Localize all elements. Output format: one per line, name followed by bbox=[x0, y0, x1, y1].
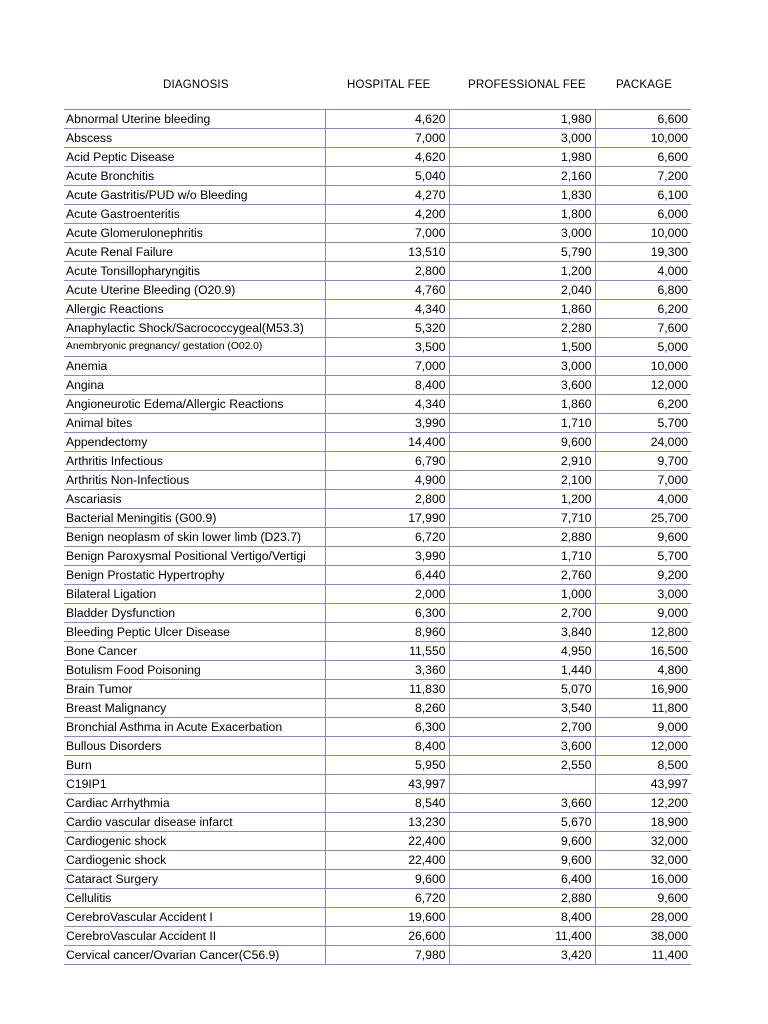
diagnosis-cell: Bleeding Peptic Ulcer Disease bbox=[64, 623, 325, 642]
package-cell: 7,000 bbox=[595, 471, 691, 490]
package-cell: 12,200 bbox=[595, 794, 691, 813]
diagnosis-cell: Acute Tonsillopharyngitis bbox=[64, 262, 325, 281]
table-row bbox=[64, 129, 691, 148]
professional-fee-cell: 11,400 bbox=[449, 927, 595, 946]
package-cell: 7,600 bbox=[595, 319, 691, 338]
professional-fee-cell: 3,660 bbox=[449, 794, 595, 813]
table-row bbox=[64, 319, 691, 338]
hospital-fee-cell: 3,990 bbox=[325, 547, 449, 566]
hospital-fee-cell: 2,800 bbox=[325, 490, 449, 509]
table-row bbox=[64, 870, 691, 889]
table-row bbox=[64, 547, 691, 566]
table-row bbox=[64, 452, 691, 471]
package-cell: 5,700 bbox=[595, 547, 691, 566]
hospital-fee-cell: 4,200 bbox=[325, 205, 449, 224]
hospital-fee-cell: 8,260 bbox=[325, 699, 449, 718]
professional-fee-cell: 3,000 bbox=[449, 129, 595, 148]
package-cell: 9,700 bbox=[595, 452, 691, 471]
professional-fee-cell bbox=[449, 775, 595, 794]
hospital-fee-cell: 8,400 bbox=[325, 376, 449, 395]
diagnosis-cell: Allergic Reactions bbox=[64, 300, 325, 319]
professional-fee-cell: 3,840 bbox=[449, 623, 595, 642]
table-row bbox=[64, 528, 691, 547]
professional-fee-cell: 2,760 bbox=[449, 566, 595, 585]
hospital-fee-cell: 9,600 bbox=[325, 870, 449, 889]
fee-table-body bbox=[64, 110, 691, 965]
professional-fee-cell: 3,000 bbox=[449, 357, 595, 376]
package-cell: 16,900 bbox=[595, 680, 691, 699]
diagnosis-cell: Acute Renal Failure bbox=[64, 243, 325, 262]
package-cell: 16,500 bbox=[595, 642, 691, 661]
table-row bbox=[64, 794, 691, 813]
diagnosis-cell: Abnormal Uterine bleeding bbox=[64, 110, 325, 129]
diagnosis-cell: Benign neoplasm of skin lower limb (D23.7) bbox=[64, 528, 325, 547]
professional-fee-cell: 2,100 bbox=[449, 471, 595, 490]
hospital-fee-cell: 3,360 bbox=[325, 661, 449, 680]
diagnosis-cell: Acute Uterine Bleeding (O20.9) bbox=[64, 281, 325, 300]
package-cell: 5,000 bbox=[595, 338, 691, 357]
diagnosis-cell: Arthritis Infectious bbox=[64, 452, 325, 471]
professional-fee-cell: 2,880 bbox=[449, 889, 595, 908]
package-cell: 43,997 bbox=[595, 775, 691, 794]
package-cell: 6,000 bbox=[595, 205, 691, 224]
hospital-fee-cell: 4,760 bbox=[325, 281, 449, 300]
table-row bbox=[64, 205, 691, 224]
package-cell: 4,000 bbox=[595, 262, 691, 281]
package-cell: 5,700 bbox=[595, 414, 691, 433]
hospital-fee-cell: 7,000 bbox=[325, 357, 449, 376]
hospital-fee-cell: 26,600 bbox=[325, 927, 449, 946]
hospital-fee-cell: 4,620 bbox=[325, 110, 449, 129]
diagnosis-cell: Cardiac Arrhythmia bbox=[64, 794, 325, 813]
table-row bbox=[64, 300, 691, 319]
package-cell: 24,000 bbox=[595, 433, 691, 452]
professional-fee-cell: 3,000 bbox=[449, 224, 595, 243]
professional-fee-cell: 2,700 bbox=[449, 718, 595, 737]
professional-fee-cell: 1,980 bbox=[449, 148, 595, 167]
hospital-fee-cell: 7,000 bbox=[325, 129, 449, 148]
table-row bbox=[64, 680, 691, 699]
table-row bbox=[64, 490, 691, 509]
diagnosis-cell: Abscess bbox=[64, 129, 325, 148]
hospital-fee-cell: 11,550 bbox=[325, 642, 449, 661]
professional-fee-cell: 9,600 bbox=[449, 832, 595, 851]
diagnosis-cell: Angioneurotic Edema/Allergic Reactions bbox=[64, 395, 325, 414]
table-row bbox=[64, 509, 691, 528]
table-row bbox=[64, 718, 691, 737]
diagnosis-cell: Anemia bbox=[64, 357, 325, 376]
package-cell: 19,300 bbox=[595, 243, 691, 262]
diagnosis-cell: CerebroVascular Accident I bbox=[64, 908, 325, 927]
package-cell: 6,200 bbox=[595, 300, 691, 319]
professional-fee-cell: 2,880 bbox=[449, 528, 595, 547]
hospital-fee-cell: 5,320 bbox=[325, 319, 449, 338]
diagnosis-cell: Cardio vascular disease infarct bbox=[64, 813, 325, 832]
diagnosis-cell: Cervical cancer/Ovarian Cancer(C56.9) bbox=[64, 946, 325, 965]
hospital-fee-cell: 22,400 bbox=[325, 832, 449, 851]
package-cell: 10,000 bbox=[595, 224, 691, 243]
diagnosis-cell: Anembryonic pregnancy/ gestation (O02.0) bbox=[64, 338, 325, 357]
header-diagnosis: DIAGNOSIS bbox=[163, 79, 229, 91]
package-cell: 6,100 bbox=[595, 186, 691, 205]
table-row bbox=[64, 737, 691, 756]
table-row bbox=[64, 148, 691, 167]
hospital-fee-cell: 5,040 bbox=[325, 167, 449, 186]
hospital-fee-cell: 4,340 bbox=[325, 395, 449, 414]
package-cell: 28,000 bbox=[595, 908, 691, 927]
table-row bbox=[64, 186, 691, 205]
hospital-fee-cell: 6,720 bbox=[325, 528, 449, 547]
diagnosis-cell: Acute Gastritis/PUD w/o Bleeding bbox=[64, 186, 325, 205]
table-row bbox=[64, 889, 691, 908]
hospital-fee-cell: 6,440 bbox=[325, 566, 449, 585]
package-cell: 16,000 bbox=[595, 870, 691, 889]
diagnosis-cell: Bronchial Asthma in Acute Exacerbation bbox=[64, 718, 325, 737]
professional-fee-cell: 4,950 bbox=[449, 642, 595, 661]
package-cell: 8,500 bbox=[595, 756, 691, 775]
table-row bbox=[64, 433, 691, 452]
table-row bbox=[64, 414, 691, 433]
diagnosis-cell: Cardiogenic shock bbox=[64, 851, 325, 870]
table-row bbox=[64, 661, 691, 680]
professional-fee-cell: 7,710 bbox=[449, 509, 595, 528]
diagnosis-cell: Bullous Disorders bbox=[64, 737, 325, 756]
table-header bbox=[64, 79, 691, 97]
diagnosis-cell: Angina bbox=[64, 376, 325, 395]
professional-fee-cell: 1,200 bbox=[449, 490, 595, 509]
professional-fee-cell: 1,980 bbox=[449, 110, 595, 129]
package-cell: 10,000 bbox=[595, 129, 691, 148]
hospital-fee-cell: 14,400 bbox=[325, 433, 449, 452]
package-cell: 12,000 bbox=[595, 737, 691, 756]
hospital-fee-cell: 22,400 bbox=[325, 851, 449, 870]
diagnosis-cell: Bone Cancer bbox=[64, 642, 325, 661]
table-row bbox=[64, 395, 691, 414]
table-row bbox=[64, 585, 691, 604]
hospital-fee-cell: 4,900 bbox=[325, 471, 449, 490]
package-cell: 9,000 bbox=[595, 718, 691, 737]
diagnosis-cell: Acid Peptic Disease bbox=[64, 148, 325, 167]
diagnosis-cell: Benign Paroxysmal Positional Vertigo/Vertigi bbox=[64, 547, 325, 566]
package-cell: 10,000 bbox=[595, 357, 691, 376]
hospital-fee-cell: 4,620 bbox=[325, 148, 449, 167]
professional-fee-cell: 2,700 bbox=[449, 604, 595, 623]
diagnosis-cell: Cardiogenic shock bbox=[64, 832, 325, 851]
table-row bbox=[64, 110, 691, 129]
table-row bbox=[64, 224, 691, 243]
table-row bbox=[64, 775, 691, 794]
hospital-fee-cell: 43,997 bbox=[325, 775, 449, 794]
hospital-fee-cell: 6,790 bbox=[325, 452, 449, 471]
fee-table bbox=[64, 109, 691, 965]
hospital-fee-cell: 4,270 bbox=[325, 186, 449, 205]
professional-fee-cell: 8,400 bbox=[449, 908, 595, 927]
professional-fee-cell: 1,710 bbox=[449, 414, 595, 433]
professional-fee-cell: 1,710 bbox=[449, 547, 595, 566]
table-row bbox=[64, 243, 691, 262]
table-row bbox=[64, 604, 691, 623]
table-row bbox=[64, 908, 691, 927]
table-row bbox=[64, 756, 691, 775]
package-cell: 6,600 bbox=[595, 148, 691, 167]
package-cell: 6,200 bbox=[595, 395, 691, 414]
hospital-fee-cell: 8,960 bbox=[325, 623, 449, 642]
hospital-fee-cell: 6,720 bbox=[325, 889, 449, 908]
table-row bbox=[64, 927, 691, 946]
professional-fee-cell: 3,600 bbox=[449, 737, 595, 756]
diagnosis-cell: Breast Malignancy bbox=[64, 699, 325, 718]
package-cell: 6,800 bbox=[595, 281, 691, 300]
diagnosis-cell: Animal bites bbox=[64, 414, 325, 433]
diagnosis-cell: Cellulitis bbox=[64, 889, 325, 908]
package-cell: 9,000 bbox=[595, 604, 691, 623]
table-row bbox=[64, 699, 691, 718]
diagnosis-cell: Bladder Dysfunction bbox=[64, 604, 325, 623]
professional-fee-cell: 2,280 bbox=[449, 319, 595, 338]
professional-fee-cell: 1,440 bbox=[449, 661, 595, 680]
diagnosis-cell: CerebroVascular Accident II bbox=[64, 927, 325, 946]
header-package: PACKAGE bbox=[616, 79, 673, 91]
diagnosis-cell: Acute Bronchitis bbox=[64, 167, 325, 186]
header-professional-fee: PROFESSIONAL FEE bbox=[468, 79, 586, 91]
table-row bbox=[64, 566, 691, 585]
diagnosis-cell: Bacterial Meningitis (G00.9) bbox=[64, 509, 325, 528]
table-row bbox=[64, 376, 691, 395]
table-row bbox=[64, 813, 691, 832]
table-row bbox=[64, 262, 691, 281]
hospital-fee-cell: 7,980 bbox=[325, 946, 449, 965]
hospital-fee-cell: 17,990 bbox=[325, 509, 449, 528]
hospital-fee-cell: 7,000 bbox=[325, 224, 449, 243]
package-cell: 11,400 bbox=[595, 946, 691, 965]
table-row bbox=[64, 471, 691, 490]
hospital-fee-cell: 11,830 bbox=[325, 680, 449, 699]
package-cell: 18,900 bbox=[595, 813, 691, 832]
diagnosis-cell: C19IP1 bbox=[64, 775, 325, 794]
package-cell: 32,000 bbox=[595, 851, 691, 870]
package-cell: 12,800 bbox=[595, 623, 691, 642]
table-row bbox=[64, 946, 691, 965]
professional-fee-cell: 9,600 bbox=[449, 851, 595, 870]
diagnosis-cell: Botulism Food Poisoning bbox=[64, 661, 325, 680]
table-row bbox=[64, 851, 691, 870]
table-row bbox=[64, 642, 691, 661]
hospital-fee-cell: 5,950 bbox=[325, 756, 449, 775]
hospital-fee-cell: 13,230 bbox=[325, 813, 449, 832]
diagnosis-cell: Benign Prostatic Hypertrophy bbox=[64, 566, 325, 585]
diagnosis-cell: Brain Tumor bbox=[64, 680, 325, 699]
diagnosis-cell: Ascariasis bbox=[64, 490, 325, 509]
package-cell: 9,200 bbox=[595, 566, 691, 585]
diagnosis-cell: Bilateral Ligation bbox=[64, 585, 325, 604]
hospital-fee-cell: 6,300 bbox=[325, 604, 449, 623]
professional-fee-cell: 2,160 bbox=[449, 167, 595, 186]
diagnosis-cell: Acute Gastroenteritis bbox=[64, 205, 325, 224]
diagnosis-cell: Burn bbox=[64, 756, 325, 775]
professional-fee-cell: 2,550 bbox=[449, 756, 595, 775]
table-row bbox=[64, 281, 691, 300]
diagnosis-cell: Anaphylactic Shock/Sacrococcygeal(M53.3) bbox=[64, 319, 325, 338]
professional-fee-cell: 1,500 bbox=[449, 338, 595, 357]
professional-fee-cell: 2,040 bbox=[449, 281, 595, 300]
hospital-fee-cell: 3,990 bbox=[325, 414, 449, 433]
hospital-fee-cell: 2,800 bbox=[325, 262, 449, 281]
diagnosis-cell: Arthritis Non-Infectious bbox=[64, 471, 325, 490]
professional-fee-cell: 3,540 bbox=[449, 699, 595, 718]
header-hospital-fee: HOSPITAL FEE bbox=[347, 79, 431, 91]
professional-fee-cell: 5,790 bbox=[449, 243, 595, 262]
hospital-fee-cell: 19,600 bbox=[325, 908, 449, 927]
diagnosis-cell: Appendectomy bbox=[64, 433, 325, 452]
package-cell: 6,600 bbox=[595, 110, 691, 129]
package-cell: 4,000 bbox=[595, 490, 691, 509]
package-cell: 25,700 bbox=[595, 509, 691, 528]
professional-fee-cell: 1,860 bbox=[449, 300, 595, 319]
professional-fee-cell: 1,200 bbox=[449, 262, 595, 281]
table-row bbox=[64, 338, 691, 357]
package-cell: 32,000 bbox=[595, 832, 691, 851]
hospital-fee-cell: 3,500 bbox=[325, 338, 449, 357]
table-row bbox=[64, 623, 691, 642]
professional-fee-cell: 2,910 bbox=[449, 452, 595, 471]
package-cell: 4,800 bbox=[595, 661, 691, 680]
professional-fee-cell: 5,070 bbox=[449, 680, 595, 699]
professional-fee-cell: 5,670 bbox=[449, 813, 595, 832]
package-cell: 12,000 bbox=[595, 376, 691, 395]
hospital-fee-cell: 6,300 bbox=[325, 718, 449, 737]
package-cell: 9,600 bbox=[595, 889, 691, 908]
professional-fee-cell: 3,600 bbox=[449, 376, 595, 395]
professional-fee-cell: 1,830 bbox=[449, 186, 595, 205]
professional-fee-cell: 1,000 bbox=[449, 585, 595, 604]
professional-fee-cell: 1,800 bbox=[449, 205, 595, 224]
hospital-fee-cell: 13,510 bbox=[325, 243, 449, 262]
table-row bbox=[64, 167, 691, 186]
package-cell: 11,800 bbox=[595, 699, 691, 718]
package-cell: 9,600 bbox=[595, 528, 691, 547]
hospital-fee-cell: 8,540 bbox=[325, 794, 449, 813]
package-cell: 7,200 bbox=[595, 167, 691, 186]
professional-fee-cell: 9,600 bbox=[449, 433, 595, 452]
table-row bbox=[64, 357, 691, 376]
package-cell: 38,000 bbox=[595, 927, 691, 946]
diagnosis-cell: Cataract Surgery bbox=[64, 870, 325, 889]
diagnosis-cell: Acute Glomerulonephritis bbox=[64, 224, 325, 243]
package-cell: 3,000 bbox=[595, 585, 691, 604]
table-row bbox=[64, 832, 691, 851]
professional-fee-cell: 3,420 bbox=[449, 946, 595, 965]
hospital-fee-cell: 4,340 bbox=[325, 300, 449, 319]
hospital-fee-cell: 8,400 bbox=[325, 737, 449, 756]
professional-fee-cell: 6,400 bbox=[449, 870, 595, 889]
hospital-fee-cell: 2,000 bbox=[325, 585, 449, 604]
professional-fee-cell: 1,860 bbox=[449, 395, 595, 414]
